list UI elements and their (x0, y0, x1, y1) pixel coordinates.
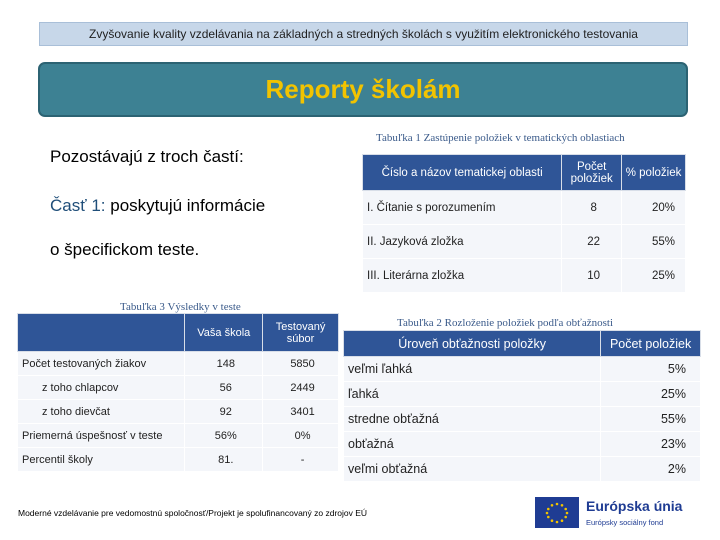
table-cell: I. Čítanie s porozumením (363, 191, 562, 225)
table-row (363, 259, 686, 293)
table-cell: - (263, 448, 339, 472)
title-box (38, 62, 688, 117)
table-cell: obťažná (344, 432, 601, 457)
table-row (18, 400, 339, 424)
table-header-row (18, 314, 339, 352)
table-row (363, 191, 686, 225)
table-row (344, 407, 701, 432)
table-row (18, 424, 339, 448)
table-row (344, 457, 701, 482)
table-header-row (363, 155, 686, 191)
table-cell: 5850 (263, 352, 339, 376)
part-one-continuation: o špecifickom teste. (50, 240, 200, 259)
table-cell: 5% (601, 357, 701, 382)
part-one-label: Časť 1: (50, 196, 106, 215)
table-cell: 3401 (263, 400, 339, 424)
table-row (363, 225, 686, 259)
table-cell: veľmi obťažná (344, 457, 601, 482)
column-header: Číslo a názov tematickej oblasti (363, 155, 562, 191)
table-cell: 81. (185, 448, 263, 472)
table-cell: stredne obťažná (344, 407, 601, 432)
column-header: Počet položiek (562, 155, 622, 191)
table-cell: 23% (601, 432, 701, 457)
table-cell: z toho chlapcov (18, 376, 185, 400)
table-test-results (17, 313, 339, 472)
table-header-row (344, 331, 701, 357)
column-header: Testovaný súbor (263, 314, 339, 352)
table-row (18, 448, 339, 472)
table-cell: 148 (185, 352, 263, 376)
table-cell: Priemerná úspešnosť v teste (18, 424, 185, 448)
table-cell: III. Literárna zložka (363, 259, 562, 293)
slide-title: Reporty školám (265, 74, 461, 104)
intro-line: Pozostávajú z troch častí: (50, 147, 244, 166)
part-one-text: poskytujú informácie (105, 196, 266, 215)
eu-subtitle: Európsky sociálny fond (586, 518, 664, 527)
table-cell: 25% (601, 382, 701, 407)
top-banner: Zvyšovanie kvality vzdelávania na základných a stredných školách s využitím elektronického testovania (39, 22, 688, 46)
table-difficulty (343, 330, 701, 482)
table-row (18, 376, 339, 400)
eu-title: Európska únia (586, 498, 683, 514)
table-cell: 2% (601, 457, 701, 482)
table-cell: 2449 (263, 376, 339, 400)
table-cell: ľahká (344, 382, 601, 407)
table-cell: 56 (185, 376, 263, 400)
table-cell: 20% (622, 191, 686, 225)
column-header: Úroveň obťažnosti položky (344, 331, 601, 357)
table1-caption: Tabuľka 1 Zastúpenie položiek v tematických oblastiach (376, 132, 625, 144)
table-cell: II. Jazyková zložka (363, 225, 562, 259)
table-cell: 8 (562, 191, 622, 225)
table-row (344, 432, 701, 457)
table-topic-areas (362, 154, 686, 293)
eu-flag-icon (535, 497, 579, 528)
table-row (344, 382, 701, 407)
table-cell: Percentil školy (18, 448, 185, 472)
table-cell: 25% (622, 259, 686, 293)
eu-stars-icon (537, 499, 577, 527)
table2-caption: Tabuľka 2 Rozloženie položiek podľa obťažnosti (397, 317, 613, 329)
column-header (18, 314, 185, 352)
column-header: Počet položiek (601, 331, 701, 357)
table-cell: veľmi ľahká (344, 357, 601, 382)
footer-text: Moderné vzdelávanie pre vedomostnú spoločnosť/Projekt je spolufinancovaný zo zdrojov EÚ (18, 508, 368, 518)
table-cell: 55% (601, 407, 701, 432)
table3-caption: Tabuľka 3 Výsledky v teste (120, 301, 241, 313)
table-cell: Počet testovaných žiakov (18, 352, 185, 376)
table-cell: 92 (185, 400, 263, 424)
table-cell: 55% (622, 225, 686, 259)
column-header: % položiek (622, 155, 686, 191)
table-cell: 22 (562, 225, 622, 259)
table-row (344, 357, 701, 382)
table-cell: 0% (263, 424, 339, 448)
part-one-line (50, 196, 265, 216)
column-header: Vaša škola (185, 314, 263, 352)
table-cell: 56% (185, 424, 263, 448)
table-cell: 10 (562, 259, 622, 293)
table-row (18, 352, 339, 376)
table-cell: z toho dievčat (18, 400, 185, 424)
